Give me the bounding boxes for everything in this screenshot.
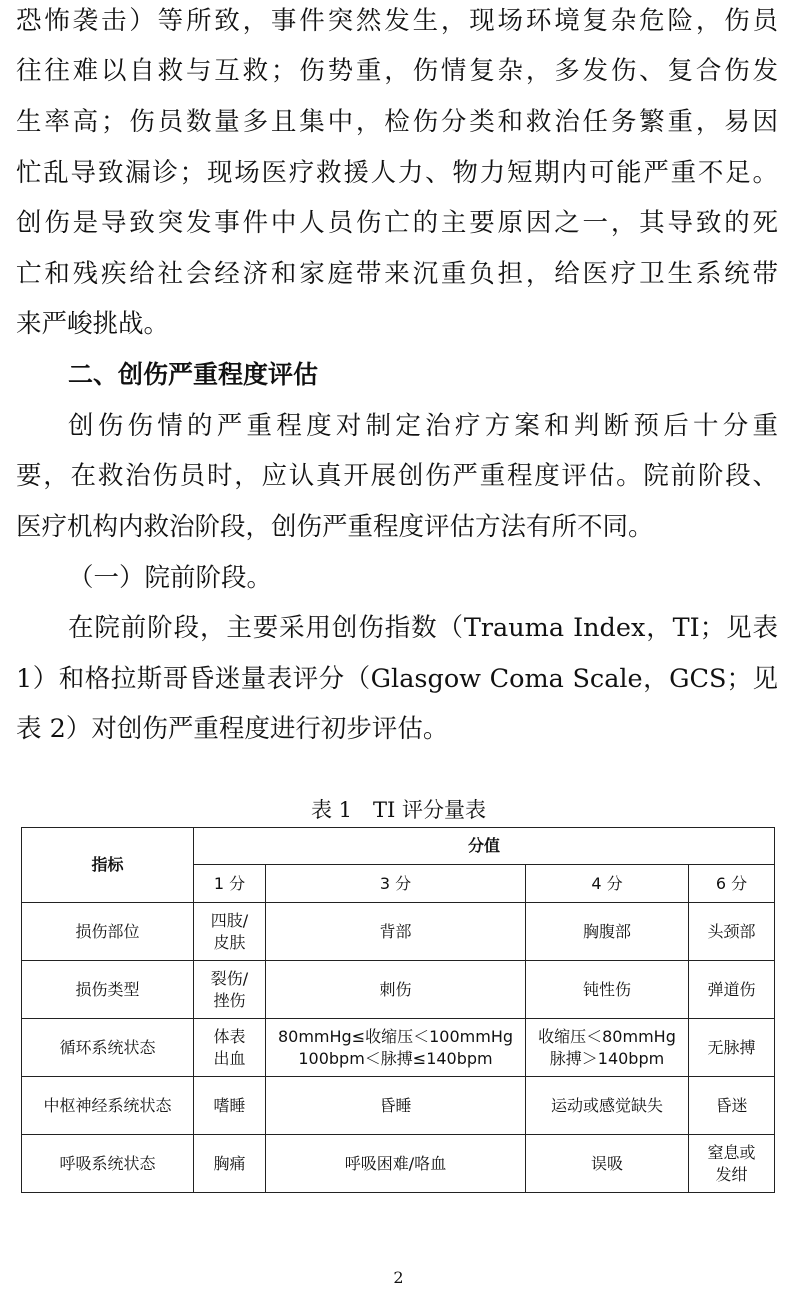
- score-cell-c3: [266, 1135, 526, 1193]
- row-label: 中枢神经系统状态: [22, 1077, 194, 1135]
- score-cell-c1: [194, 961, 266, 1019]
- cell-line: 刺伤: [379, 979, 412, 999]
- body-line-12: 1）和格拉斯哥昏迷量表评分（Glasgow Coma Scale，GCS；见: [16, 664, 778, 694]
- cell-line: 呼吸困难/咯血: [344, 1153, 447, 1173]
- cell-line: 收缩压＜80mmHg: [538, 1026, 676, 1046]
- score-cell-c6: [689, 961, 775, 1019]
- cell-line: 胸痛: [213, 1153, 246, 1173]
- score-cell-c1: [194, 903, 266, 961]
- score-col-3: 3 分: [266, 865, 526, 903]
- cell-line: 80mmHg≤收缩压＜100mmHg: [277, 1026, 514, 1046]
- score-cell-c4: [526, 1077, 689, 1135]
- subsection-heading: （一）院前阶段。: [68, 563, 273, 593]
- score-col-1: 1 分: [194, 865, 266, 903]
- score-cell-c3: [266, 903, 526, 961]
- cell-line: 误吸: [590, 1153, 623, 1173]
- body-line-2: 往往难以自救与互救；伤势重，伤情复杂，多发伤、复合伤发: [16, 56, 778, 86]
- ti-score-table: [21, 827, 775, 1193]
- cell-line: 裂伤/: [210, 968, 249, 988]
- row-label: 循环系统状态: [22, 1019, 194, 1077]
- body-line-4: 忙乱导致漏诊；现场医疗救援人力、物力短期内可能严重不足。: [16, 158, 778, 188]
- cell-line: 出血: [213, 1048, 246, 1068]
- header-indicator: 指标: [22, 828, 194, 903]
- page-number: 2: [393, 1268, 404, 1287]
- body-line-8: 创伤伤情的严重程度对制定治疗方案和判断预后十分重: [68, 411, 778, 441]
- body-line-6: 亡和残疾给社会经济和家庭带来沉重负担，给医疗卫生系统带: [16, 259, 778, 289]
- table-row: [22, 961, 775, 1019]
- body-line-13: 表 2）对创伤严重程度进行初步评估。: [16, 714, 449, 744]
- body-line-7: 来严峻挑战。: [16, 309, 170, 339]
- body-line-1: 恐怖袭击）等所致，事件突然发生，现场环境复杂危险，伤员: [16, 6, 778, 36]
- row-label: 呼吸系统状态: [22, 1135, 194, 1193]
- cell-line: 嗜睡: [213, 1095, 246, 1115]
- table-row: [22, 903, 775, 961]
- cell-line: 无脉搏: [707, 1037, 756, 1057]
- body-line-9: 要，在救治伤员时，应认真开展创伤严重程度评估。院前阶段、: [16, 461, 778, 491]
- score-cell-c3: [266, 1077, 526, 1135]
- body-line-10: 医疗机构内救治阶段，创伤严重程度评估方法有所不同。: [16, 512, 654, 542]
- score-cell-c1: [194, 1135, 266, 1193]
- body-line-5: 创伤是导致突发事件中人员伤亡的主要原因之一，其导致的死: [16, 208, 778, 238]
- cell-line: 头颈部: [707, 921, 756, 941]
- score-col-6: 6 分: [689, 865, 775, 903]
- cell-line: 脉搏＞140bpm: [549, 1048, 665, 1068]
- cell-line: 昏迷: [715, 1095, 748, 1115]
- table-row: [22, 1077, 775, 1135]
- table-row: [22, 1135, 775, 1193]
- score-cell-c4: [526, 903, 689, 961]
- score-cell-c4: [526, 961, 689, 1019]
- cell-line: 昏睡: [379, 1095, 412, 1115]
- score-cell-c6: [689, 1077, 775, 1135]
- body-line-3: 生率高；伤员数量多且集中，检伤分类和救治任务繁重，易因: [16, 107, 778, 137]
- cell-line: 运动或感觉缺失: [550, 1095, 663, 1115]
- cell-line: 挫伤: [213, 990, 246, 1010]
- cell-line: 发绀: [715, 1164, 748, 1184]
- score-cell-c6: [689, 903, 775, 961]
- cell-line: 四肢/: [210, 910, 249, 930]
- table-row: [22, 1019, 775, 1077]
- row-label: 损伤部位: [22, 903, 194, 961]
- cell-line: 背部: [379, 921, 412, 941]
- score-cell-c1: [194, 1019, 266, 1077]
- cell-line: 胸腹部: [582, 921, 631, 941]
- cell-line: 钝性伤: [582, 979, 631, 999]
- score-cell-c1: [194, 1077, 266, 1135]
- cell-line: 皮肤: [213, 932, 246, 952]
- score-cell-c4: [526, 1019, 689, 1077]
- cell-line: 窒息或: [707, 1142, 756, 1162]
- score-col-4: 4 分: [526, 865, 689, 903]
- cell-line: 100bpm＜脉搏≤140bpm: [298, 1048, 493, 1068]
- score-cell-c4: [526, 1135, 689, 1193]
- row-label: 损伤类型: [22, 961, 194, 1019]
- header-score: 分值: [194, 828, 775, 865]
- score-cell-c3: [266, 961, 526, 1019]
- score-cell-c3: [266, 1019, 526, 1077]
- score-cell-c6: [689, 1135, 775, 1193]
- table-caption: 表 1 TI 评分量表: [310, 798, 486, 822]
- cell-line: 弹道伤: [707, 979, 756, 999]
- score-cell-c6: [689, 1019, 775, 1077]
- body-line-11: 在院前阶段，主要采用创伤指数（Trauma Index，TI；见表: [68, 613, 778, 643]
- section-heading: 二、创伤严重程度评估: [68, 360, 319, 389]
- table-header-row: [22, 828, 775, 865]
- cell-line: 体表: [213, 1026, 246, 1046]
